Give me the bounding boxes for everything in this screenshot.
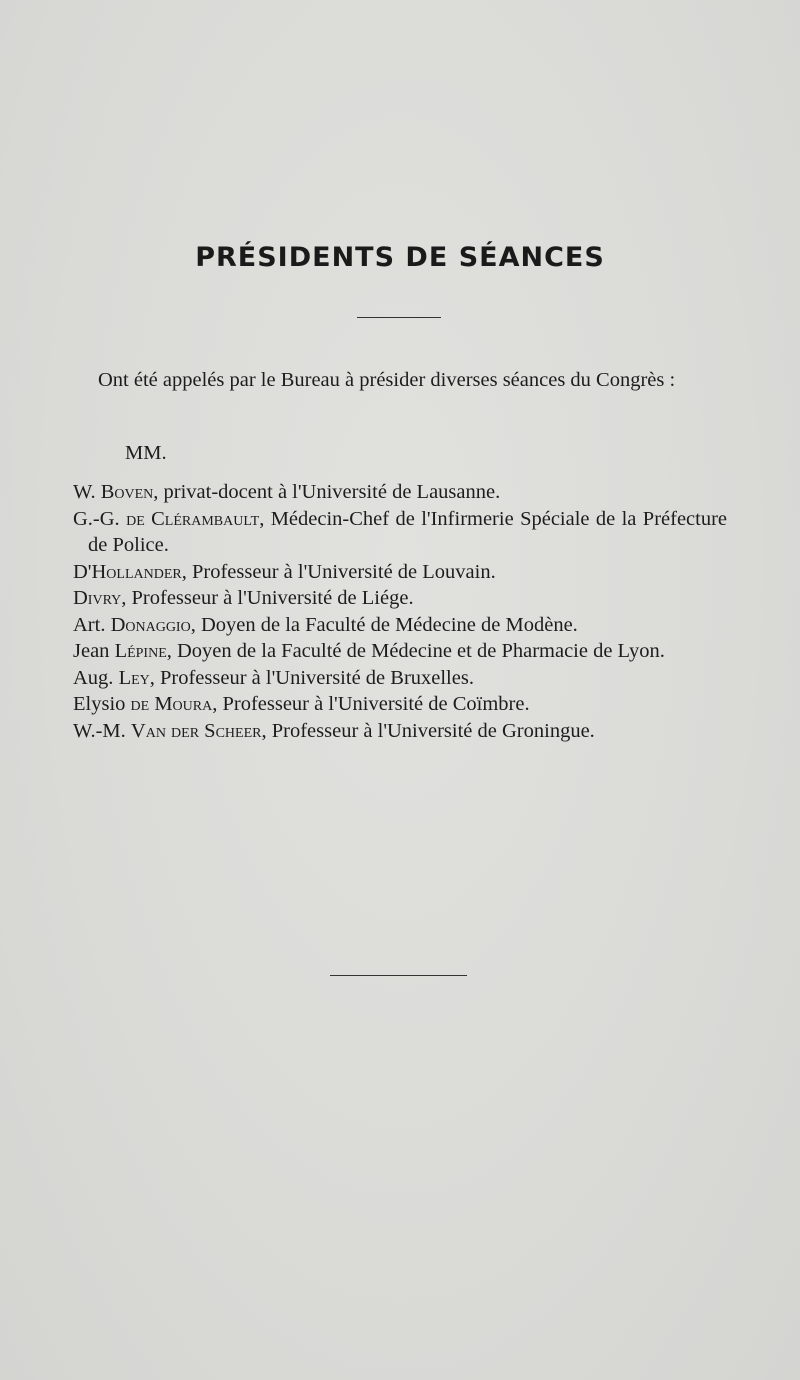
president-name: Boven xyxy=(100,481,154,503)
president-name: Ley xyxy=(118,666,150,689)
list-item xyxy=(73,691,727,718)
president-role: , Professeur à l'Université de Groningue. xyxy=(261,719,595,742)
title-divider xyxy=(357,317,441,318)
president-name: Van der Scheer xyxy=(130,719,262,742)
list-item xyxy=(73,585,727,612)
president-name: D'Hollander xyxy=(73,560,182,583)
president-role: , privat-docent à l'Université de Lausanne. xyxy=(153,481,501,503)
president-name: Divry xyxy=(73,587,122,609)
president-role: , Doyen de la Faculté de Médecine de Modène. xyxy=(190,613,578,636)
president-prefix: W. xyxy=(73,481,101,503)
president-prefix: Art. xyxy=(73,613,111,636)
list-item xyxy=(73,506,727,559)
intro-paragraph: Ont été appelés par le Bureau à présider diverses séances du Congrès : xyxy=(98,369,676,391)
president-name: Donaggio xyxy=(110,613,191,636)
president-name: de Moura xyxy=(130,693,213,715)
list-item xyxy=(73,665,727,692)
president-prefix: Aug. xyxy=(73,666,119,689)
end-divider xyxy=(330,975,467,976)
president-role: , Professeur à l'Université de Liége. xyxy=(121,587,414,609)
list-item xyxy=(73,718,727,745)
list-item xyxy=(73,559,727,586)
president-role: , Doyen de la Faculté de Médecine et de Pharmacie de Lyon. xyxy=(166,640,665,662)
list-item xyxy=(73,479,727,506)
president-role: , Professeur à l'Université de Coïmbre. xyxy=(212,693,530,715)
salutation: MM. xyxy=(125,442,167,464)
president-prefix: Elysio xyxy=(73,693,131,715)
president-prefix: Jean xyxy=(73,640,115,662)
list-item xyxy=(73,612,727,639)
president-role: , Professeur à l'Université de Louvain. xyxy=(181,560,496,583)
president-name: de Clérambault xyxy=(126,507,260,530)
president-prefix: W.-M. xyxy=(73,719,131,742)
page-title: PRÉSIDENTS DE SÉANCES xyxy=(195,242,605,273)
president-name: Lépine xyxy=(114,640,167,662)
list-item xyxy=(73,638,727,665)
president-prefix: G.-G. xyxy=(73,507,127,530)
president-role: , Médecin-Chef de l'Infirmerie Spéciale de la Préfecture de Police. xyxy=(88,507,728,556)
presidents-list xyxy=(73,479,727,744)
president-role: , Professeur à l'Université de Bruxelles. xyxy=(149,666,474,689)
